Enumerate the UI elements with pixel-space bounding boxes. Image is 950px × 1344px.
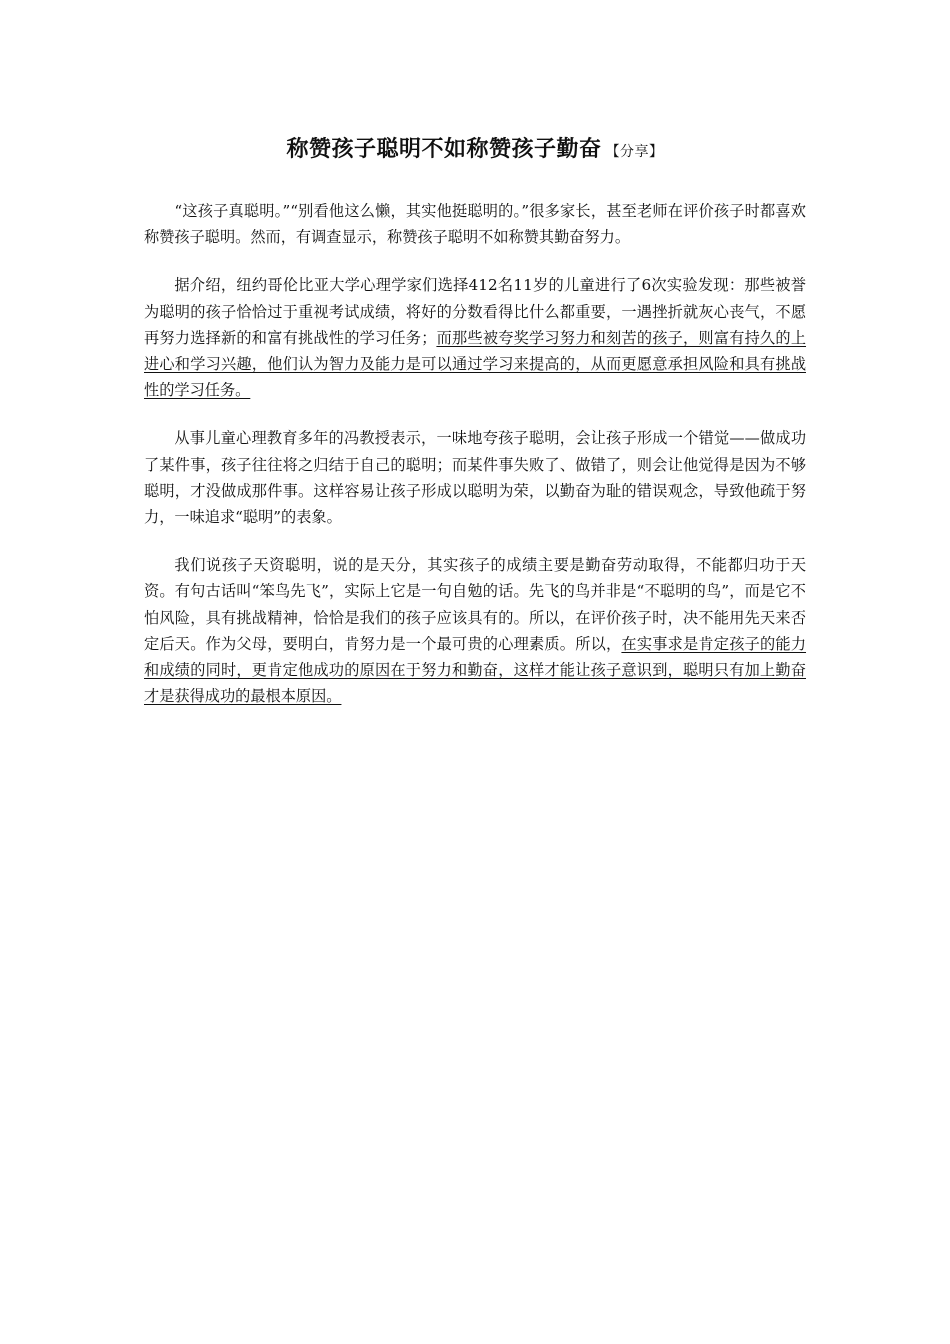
paragraph-3 [144, 425, 806, 530]
paragraph-text: 我们说孩子天资聪明，说的是天分，其实孩子的成绩主要是勤奋劳动取得，不能都归功于天资。有句古话叫“笨鸟先飞”，实际上它是一句自勉的话。先飞的鸟并非是“不聪明的鸟”，而是它不怕风险，具有挑战精神，恰恰是我们的孩子应该具有的。所以，在评价孩子时，决不能用先天来否定后天。作为父母，要明白，肯努力是一个最可贵的心理素质。所以， [144, 556, 806, 653]
paragraph-text: 据介绍，纽约哥伦比亚大学心理学家们选择412名11岁的儿童进行了6次实验发现：那些被誉为聪明的孩子恰恰过于重视考试成绩，将好的分数看得比什么都重要，一遇挫折就灰心丧气，不愿再努力选择新的和富有挑战性的学习任务； [144, 276, 806, 347]
paragraph-4 [144, 552, 806, 709]
title-text: 称赞孩子聪明不如称赞孩子勤奋 [286, 137, 602, 162]
document-title [144, 133, 806, 169]
paragraph-text: 从事儿童心理教育多年的冯教授表示，一味地夸孩子聪明，会让孩子形成一个错觉——做成功了某件事，孩子往往将之归结于自己的聪明；而某件事失败了、做错了，则会让他觉得是因为不够聪明，才没做成那件事。这样容易让孩子形成以聪明为荣，以勤奋为耻的错误观念，导致他疏于努力，一味追求“聪明”的表象。 [144, 429, 806, 527]
underlined-text: 在实事求是肯定孩子的能力和成绩的同时，更肯定他成功的原因在于努力和勤奋，这样才能让孩子意识到，聪明只有加上勤奋才是获得成功的最根本原因。 [144, 634, 807, 706]
paragraph-2 [144, 272, 806, 403]
underlined-text: 而那些被夸奖学习努力和刻苦的孩子，则富有持久的上进心和学习兴趣，他们认为智力及能力是可以通过学习来提高的，从而更愿意承担风险和具有挑战性的学习任务。 [144, 328, 807, 400]
paragraph-1 [144, 198, 806, 250]
title-tag: 【分享】 [605, 144, 664, 160]
paragraph-text: “这孩子真聪明。”“别看他这么懒，其实他挺聪明的。”很多家长，甚至老师在评价孩子时都喜欢称赞孩子聪明。然而，有调查显示，称赞孩子聪明不如称赞其勤奋努力。 [144, 202, 806, 247]
document-body [144, 198, 806, 731]
